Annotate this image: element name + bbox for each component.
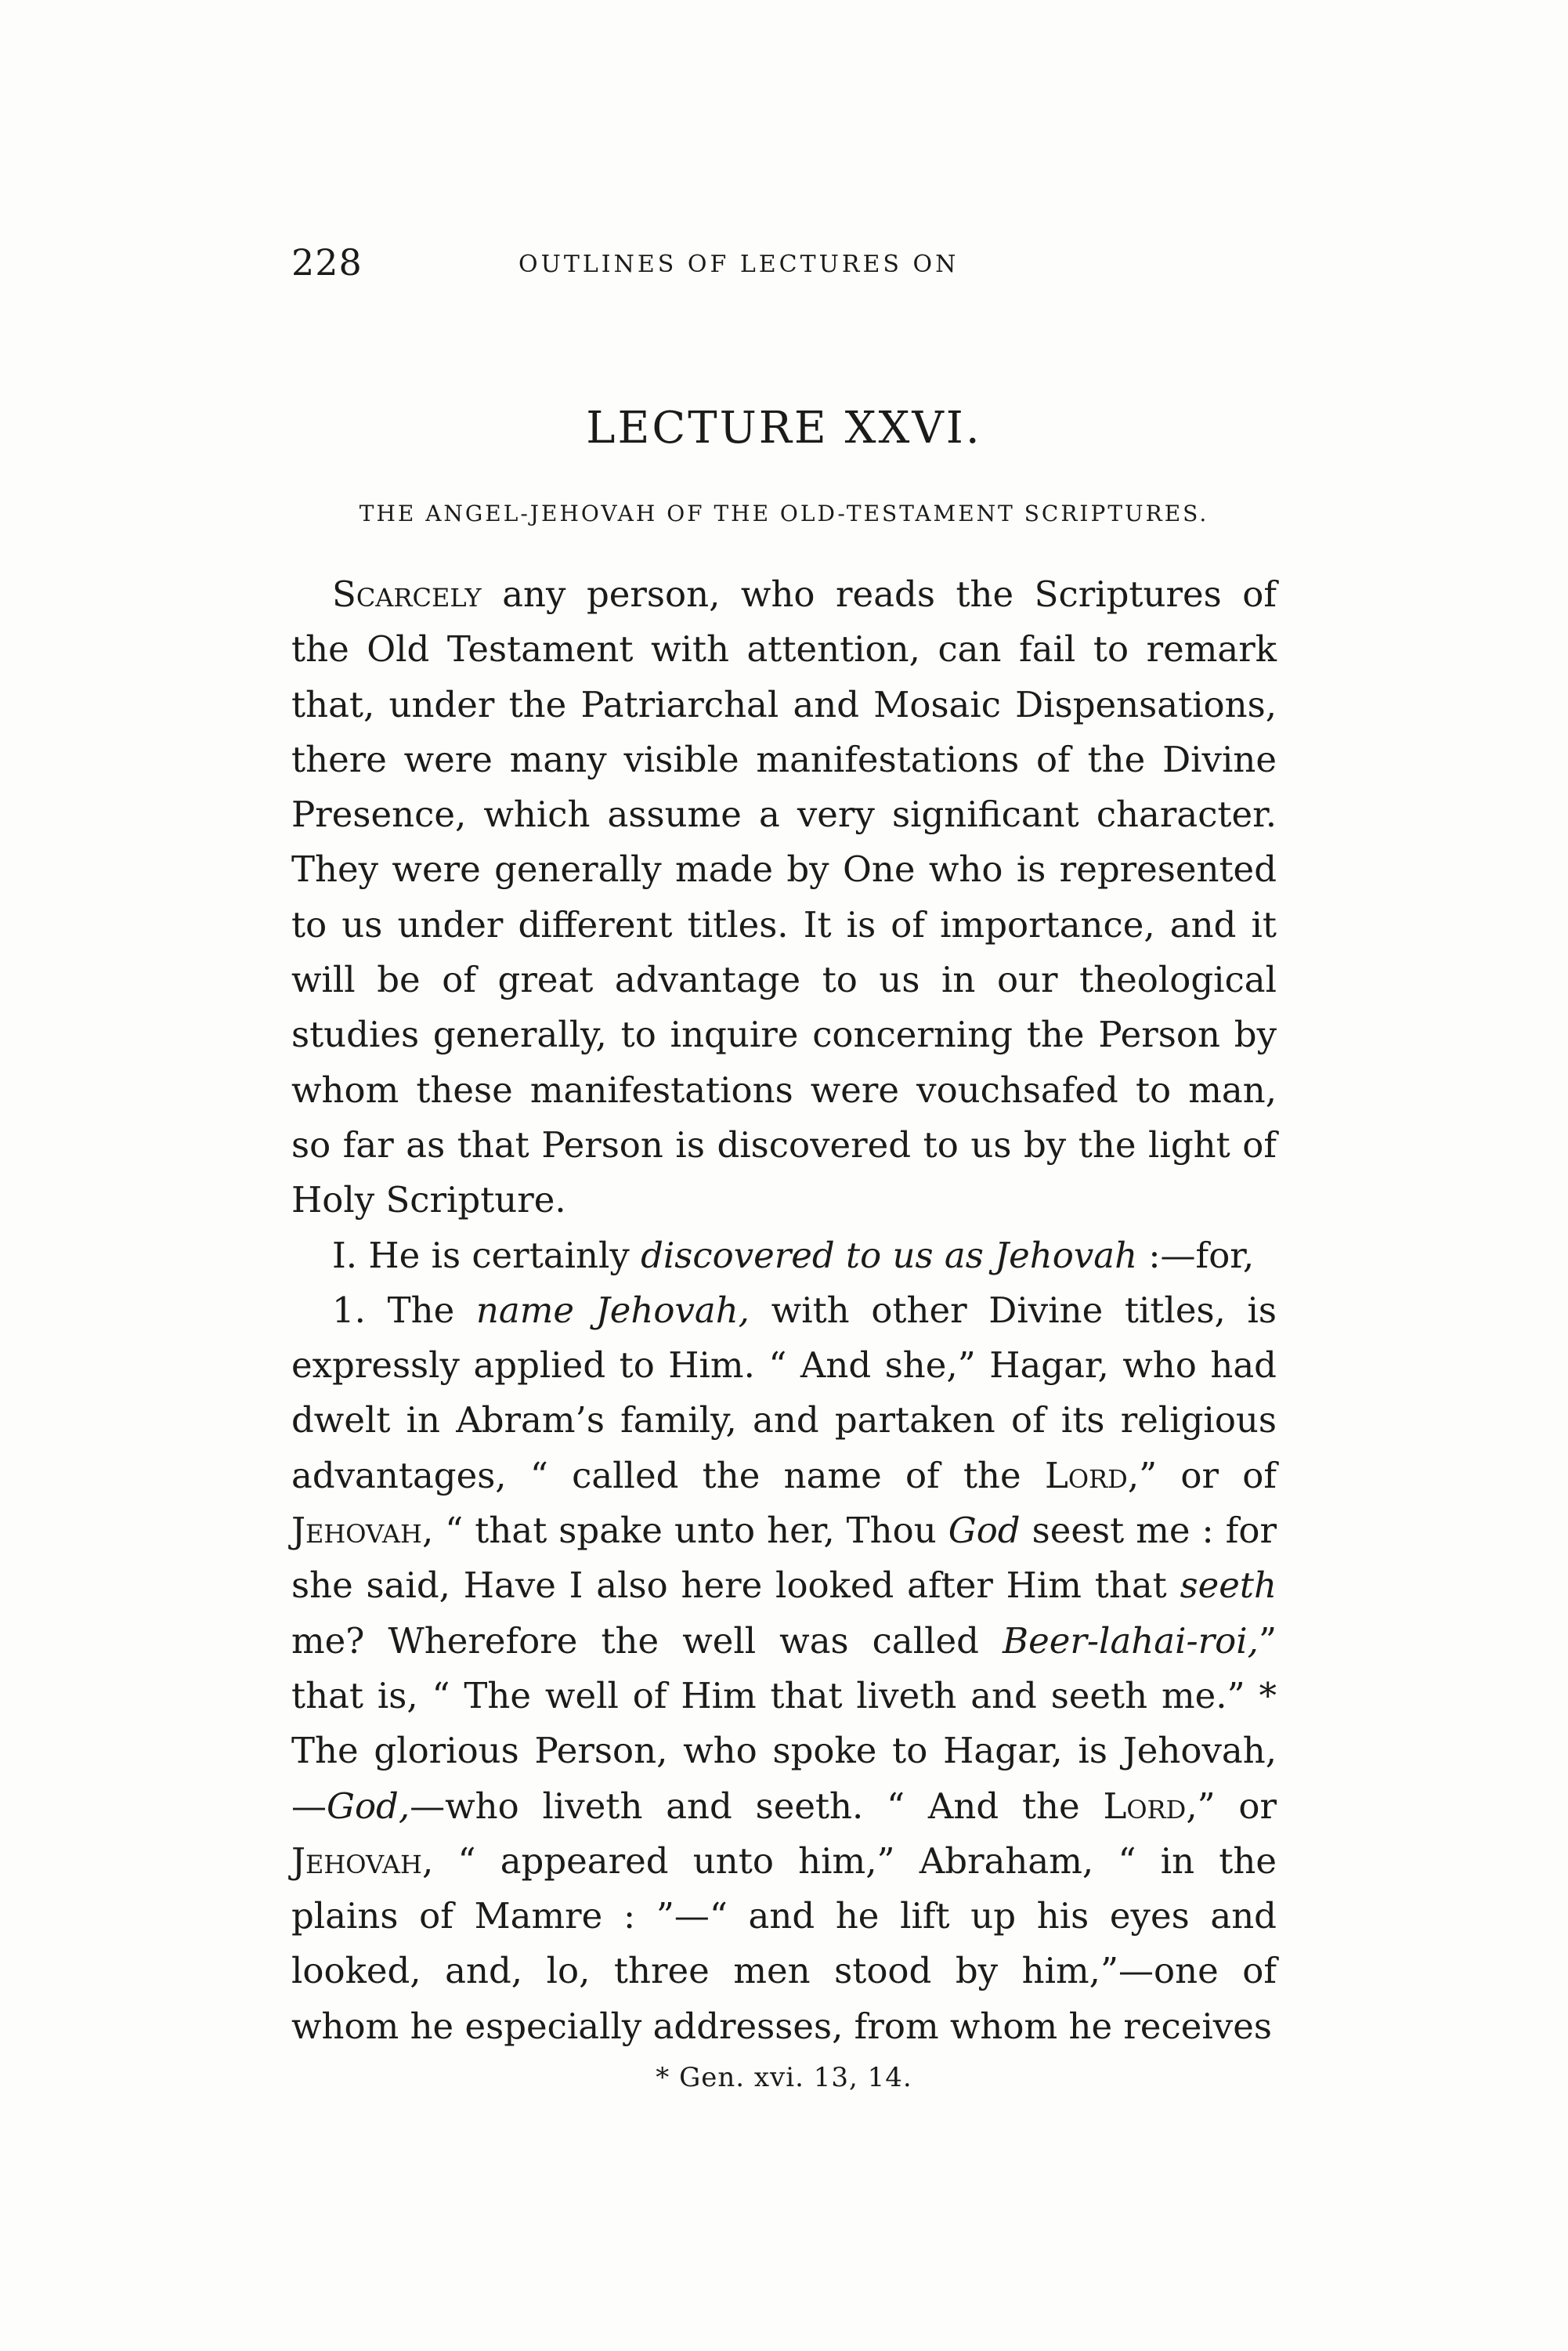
italic-run: name Jehovah, bbox=[475, 1289, 750, 1331]
italic-run: Beer-lahai-roi, bbox=[1003, 1619, 1259, 1662]
text-run: , “ that spake unto her, Thou bbox=[421, 1510, 948, 1552]
italic-run: God bbox=[948, 1510, 1021, 1552]
text-run: me? Wherefore the well was called bbox=[291, 1619, 1003, 1662]
text-run: 1. The bbox=[332, 1289, 476, 1331]
text-run: —who liveth and seeth. “ And the bbox=[410, 1785, 1104, 1827]
italic-run: God, bbox=[327, 1785, 410, 1827]
small-caps-run: Jehovah bbox=[291, 1839, 422, 1882]
body-text bbox=[291, 567, 1277, 2054]
paragraph-subpoint-one bbox=[291, 1283, 1277, 2054]
text-run: ,” or bbox=[1186, 1785, 1277, 1827]
italic-run: seeth bbox=[1180, 1564, 1277, 1607]
running-title: OUTLINES OF LECTURES ON bbox=[518, 251, 959, 278]
small-caps-run: Lord bbox=[1103, 1785, 1187, 1827]
text-run: ,” or of bbox=[1127, 1454, 1277, 1496]
lecture-title: LECTURE XXVI. bbox=[586, 403, 982, 454]
text-run: seest me : for she said, Have I also here looked after Him that bbox=[291, 1510, 1277, 1607]
book-page bbox=[291, 235, 1277, 2093]
text-run: , “ appeared unto him,” Abraham, “ in the plains of Mamre : ”—“ and he lift up his eyes and looked, and, lo, three men stood by him,”—one of whom he especially addresses, from whom he receives bbox=[291, 1839, 1277, 2047]
text-run: :—for, bbox=[1137, 1234, 1255, 1276]
paragraph-intro-text: any person, who reads the Scriptures of the Old Testament with attention, can fail to remark that, under the Patriarchal and Mosaic Dispensations, there were many visible manifestations of the Divine Presence, which assume a very significant character. They were generally made by One who is represented to us under different titles. It is of importance, and it will be of great advantage to us in our theological studies generally, to inquire concerning the Person by whom these manifestations were vouchsafed to man, so far as that Person is discovered to us by the light of Holy Scripture. bbox=[291, 573, 1277, 1221]
lecture-subtitle: THE ANGEL-JEHOVAH OF THE OLD-TESTAMENT SCRIPTURES. bbox=[359, 501, 1209, 526]
paragraph-point-one bbox=[291, 1228, 1277, 1283]
paragraph-intro bbox=[291, 567, 1277, 1228]
page-number: 228 bbox=[291, 241, 363, 284]
italic-run: discovered to us as Jehovah bbox=[641, 1234, 1138, 1276]
text-run: ” that is, “ The well of Him that liveth and seeth me.” * The glorious Person, who spoke to Hagar, is Jehovah, — bbox=[291, 1619, 1277, 1827]
footnote: * Gen. xvi. 13, 14. bbox=[656, 2062, 912, 2094]
text-run: I. He is certainly bbox=[332, 1234, 641, 1276]
drop-lead-word: Scarcely bbox=[332, 573, 482, 615]
text-run: with other Divine titles, is expressly applied to Him. “ And she,” Hagar, who had dwelt in Abram’s family, and partaken of its religious advantages, “ called the name of the bbox=[291, 1289, 1277, 1496]
small-caps-run: Lord bbox=[1044, 1454, 1128, 1496]
running-head bbox=[291, 235, 1277, 285]
small-caps-run: Jehovah bbox=[291, 1510, 422, 1552]
